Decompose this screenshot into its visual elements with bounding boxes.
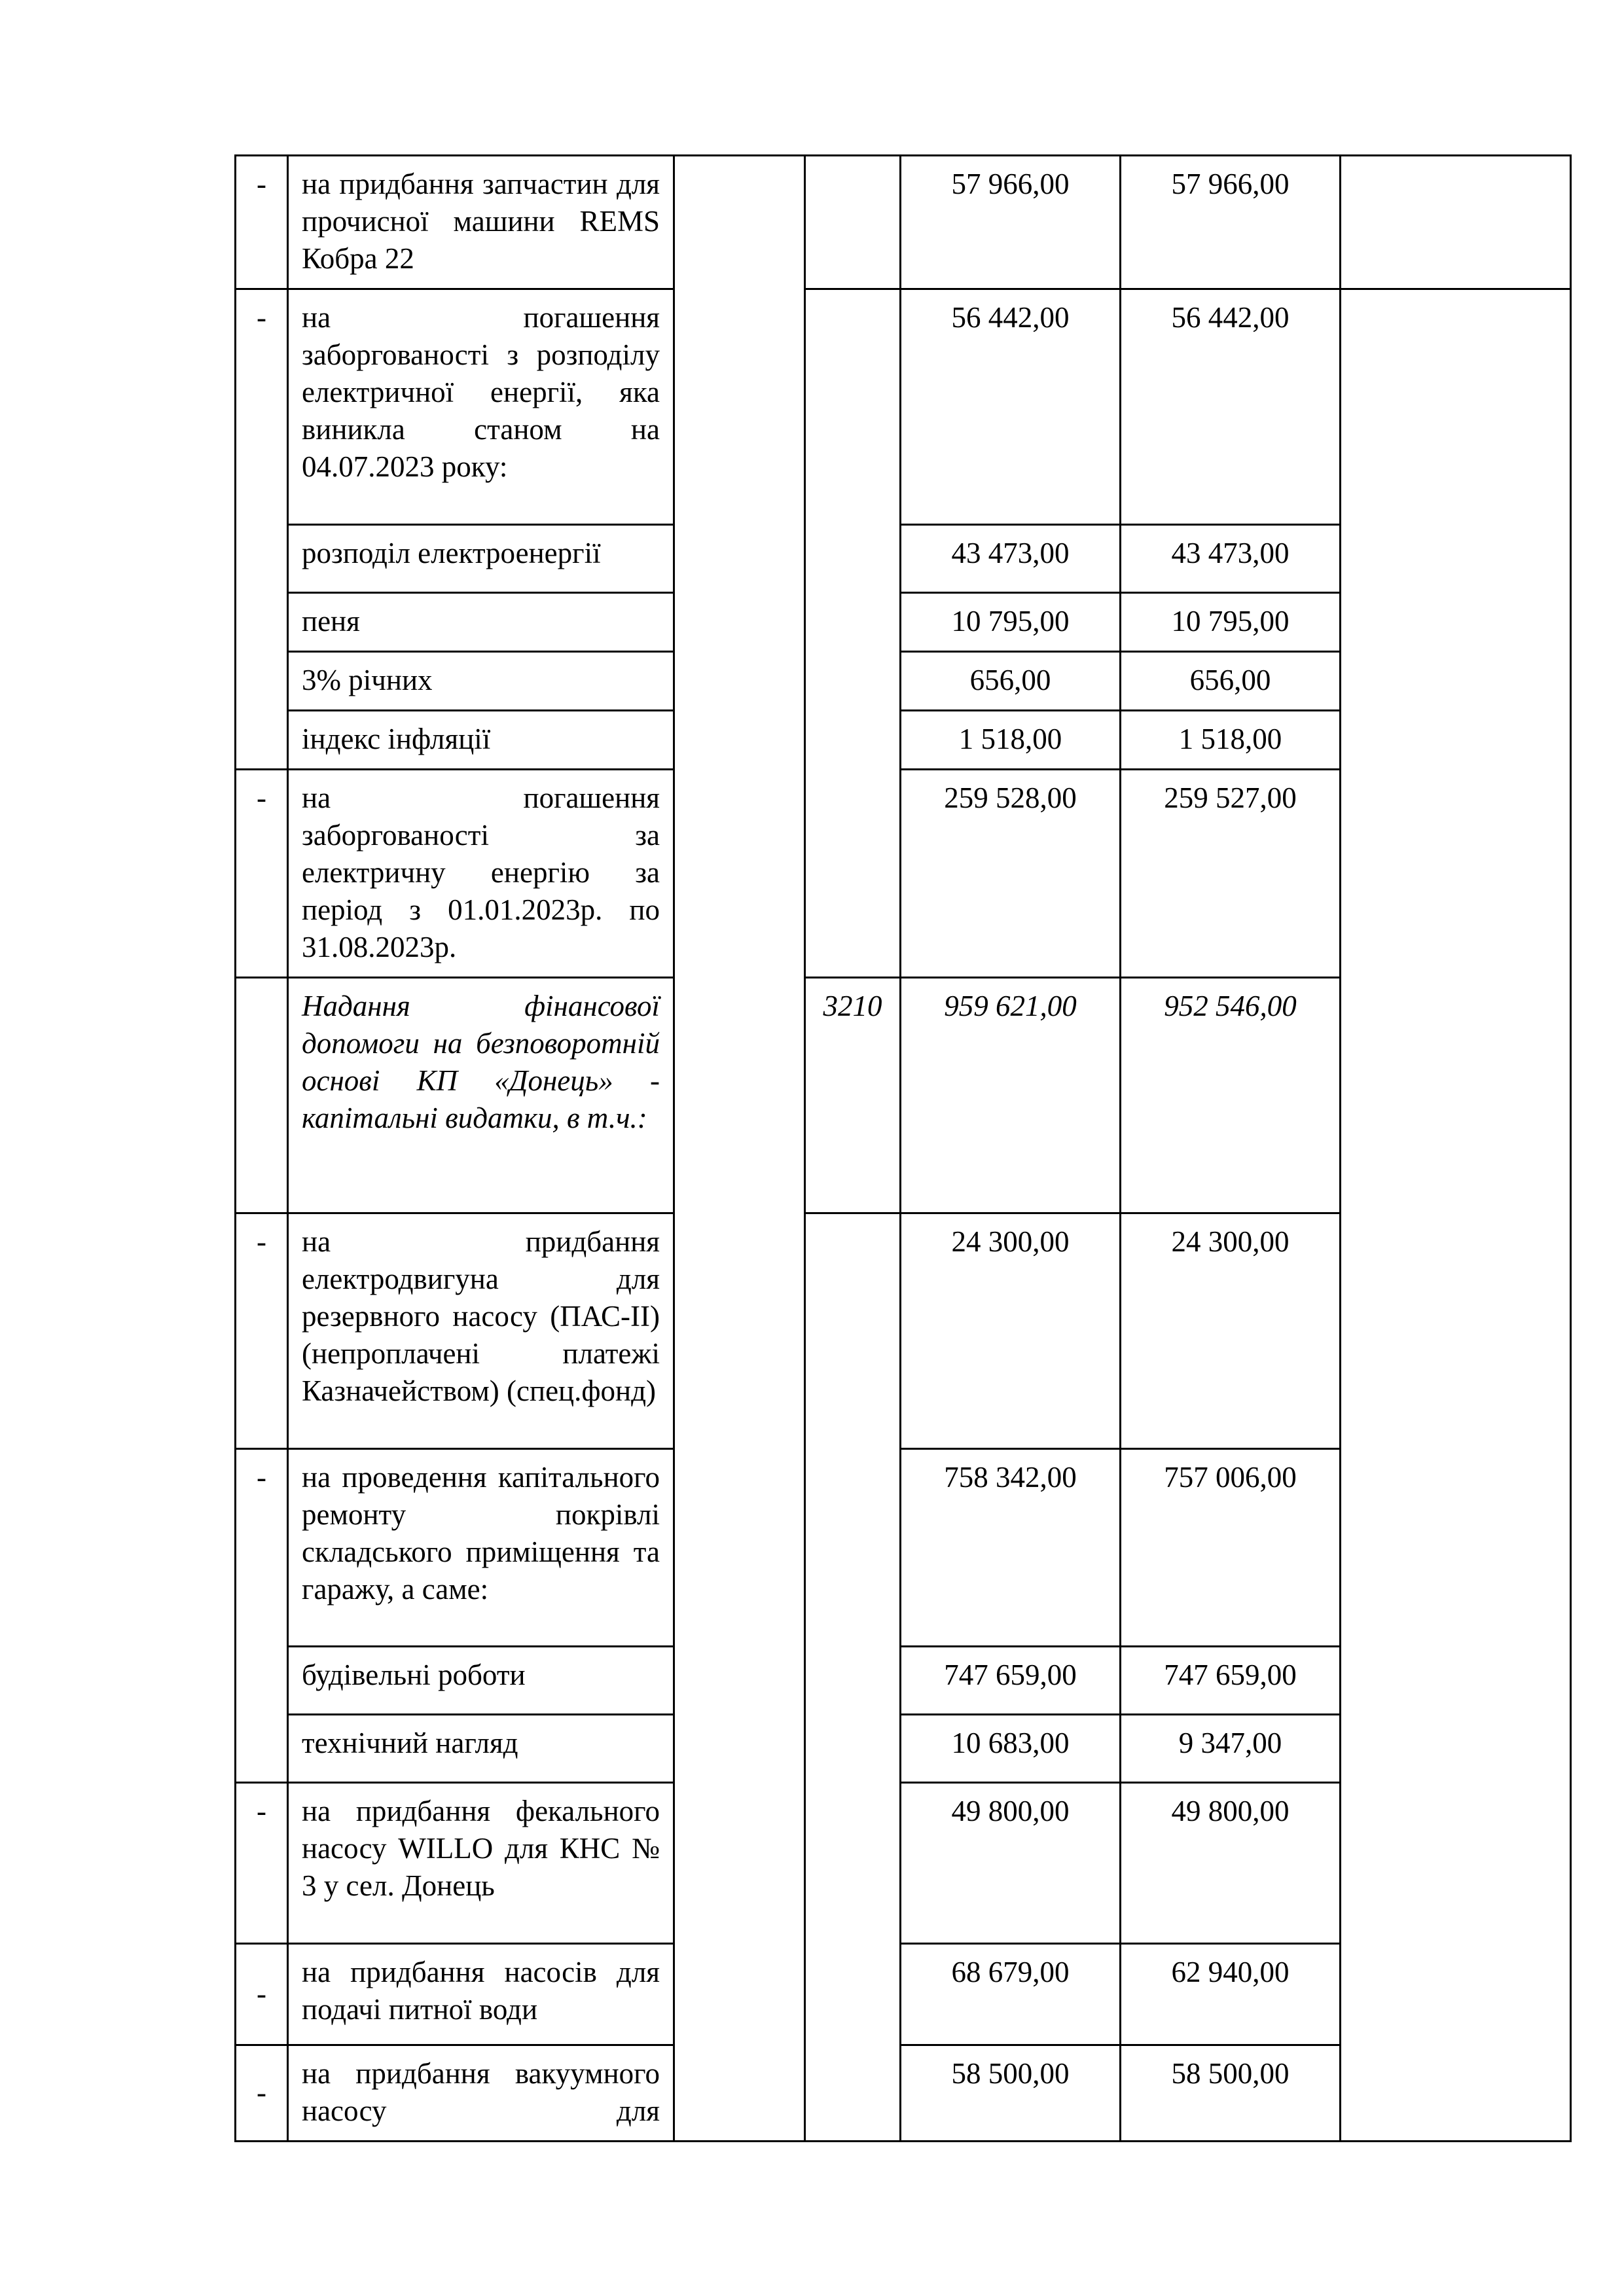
row-marker: - xyxy=(236,156,288,289)
row-description: розподіл електроенергії xyxy=(288,525,674,593)
row-marker xyxy=(236,978,288,1213)
row-code xyxy=(805,289,901,978)
row-plan: 68 679,00 xyxy=(901,1944,1121,2045)
row-fact: 259 527,00 xyxy=(1121,770,1341,978)
row-description: будівельні роботи xyxy=(288,1647,674,1715)
table-row xyxy=(236,156,1571,289)
row-plan: 56 442,00 xyxy=(901,289,1121,525)
empty-cell xyxy=(1341,289,1571,2142)
row-plan: 24 300,00 xyxy=(901,1213,1121,1449)
row-marker: - xyxy=(236,289,288,770)
row-description: Надання фінансової допомоги на безповоротній основі КП «Донець» - капітальні видатки, в т.ч.: xyxy=(288,978,674,1213)
row-marker: - xyxy=(236,1213,288,1449)
row-fact: 9 347,00 xyxy=(1121,1715,1341,1783)
row-fact: 1 518,00 xyxy=(1121,711,1341,770)
row-marker: - xyxy=(236,2045,288,2142)
row-description: на погашення заборгованості за електричну енергію за період з 01.01.2023р. по 31.08.2023р. xyxy=(288,770,674,978)
row-fact: 49 800,00 xyxy=(1121,1783,1341,1944)
row-description: на придбання вакуумного насосу для xyxy=(288,2045,674,2142)
row-description: на придбання насосів для подачі питної води xyxy=(288,1944,674,2045)
table-row xyxy=(236,289,1571,525)
row-code xyxy=(805,1213,901,2142)
row-plan: 259 528,00 xyxy=(901,770,1121,978)
row-fact: 10 795,00 xyxy=(1121,593,1341,652)
row-plan: 10 683,00 xyxy=(901,1715,1121,1783)
row-marker: - xyxy=(236,1783,288,1944)
row-description: індекс інфляції xyxy=(288,711,674,770)
row-description: на придбання фекального насосу WILLO для КНС № 3 у сел. Донець xyxy=(288,1783,674,1944)
row-code xyxy=(805,156,901,289)
row-plan: 57 966,00 xyxy=(901,156,1121,289)
row-plan: 43 473,00 xyxy=(901,525,1121,593)
row-description: пеня xyxy=(288,593,674,652)
empty-cell xyxy=(1341,156,1571,289)
row-plan: 10 795,00 xyxy=(901,593,1121,652)
row-fact: 656,00 xyxy=(1121,652,1341,711)
row-fact: 56 442,00 xyxy=(1121,289,1341,525)
row-fact: 757 006,00 xyxy=(1121,1449,1341,1647)
row-plan: 49 800,00 xyxy=(901,1783,1121,1944)
row-plan: 1 518,00 xyxy=(901,711,1121,770)
row-fact: 43 473,00 xyxy=(1121,525,1341,593)
row-fact: 57 966,00 xyxy=(1121,156,1341,289)
row-plan: 58 500,00 xyxy=(901,2045,1121,2142)
row-marker: - xyxy=(236,770,288,978)
row-fact: 58 500,00 xyxy=(1121,2045,1341,2142)
row-plan: 959 621,00 xyxy=(901,978,1121,1213)
row-fact: 952 546,00 xyxy=(1121,978,1341,1213)
row-description: технічний нагляд xyxy=(288,1715,674,1783)
row-code: 3210 xyxy=(805,978,901,1213)
row-description: на придбання запчастин для прочисної машини REMS Кобра 22 xyxy=(288,156,674,289)
row-plan: 758 342,00 xyxy=(901,1449,1121,1647)
row-description: на придбання електродвигуна для резервного насосу (ПАС-ІІ) (непроплачені платежі Казначейством) (спец.фонд) xyxy=(288,1213,674,1449)
row-fact: 747 659,00 xyxy=(1121,1647,1341,1715)
row-description: на проведення капітального ремонту покрівлі складського приміщення та гаражу, а саме: xyxy=(288,1449,674,1647)
budget-table xyxy=(234,154,1572,2142)
row-marker: - xyxy=(236,1944,288,2045)
row-description: на погашення заборгованості з розподілу електричної енергії, яка виникла станом на 04.07.2023 року: xyxy=(288,289,674,525)
row-plan: 747 659,00 xyxy=(901,1647,1121,1715)
row-description: 3% річних xyxy=(288,652,674,711)
empty-cell xyxy=(674,156,805,2142)
row-fact: 24 300,00 xyxy=(1121,1213,1341,1449)
row-fact: 62 940,00 xyxy=(1121,1944,1341,2045)
row-marker: - xyxy=(236,1449,288,1783)
row-plan: 656,00 xyxy=(901,652,1121,711)
